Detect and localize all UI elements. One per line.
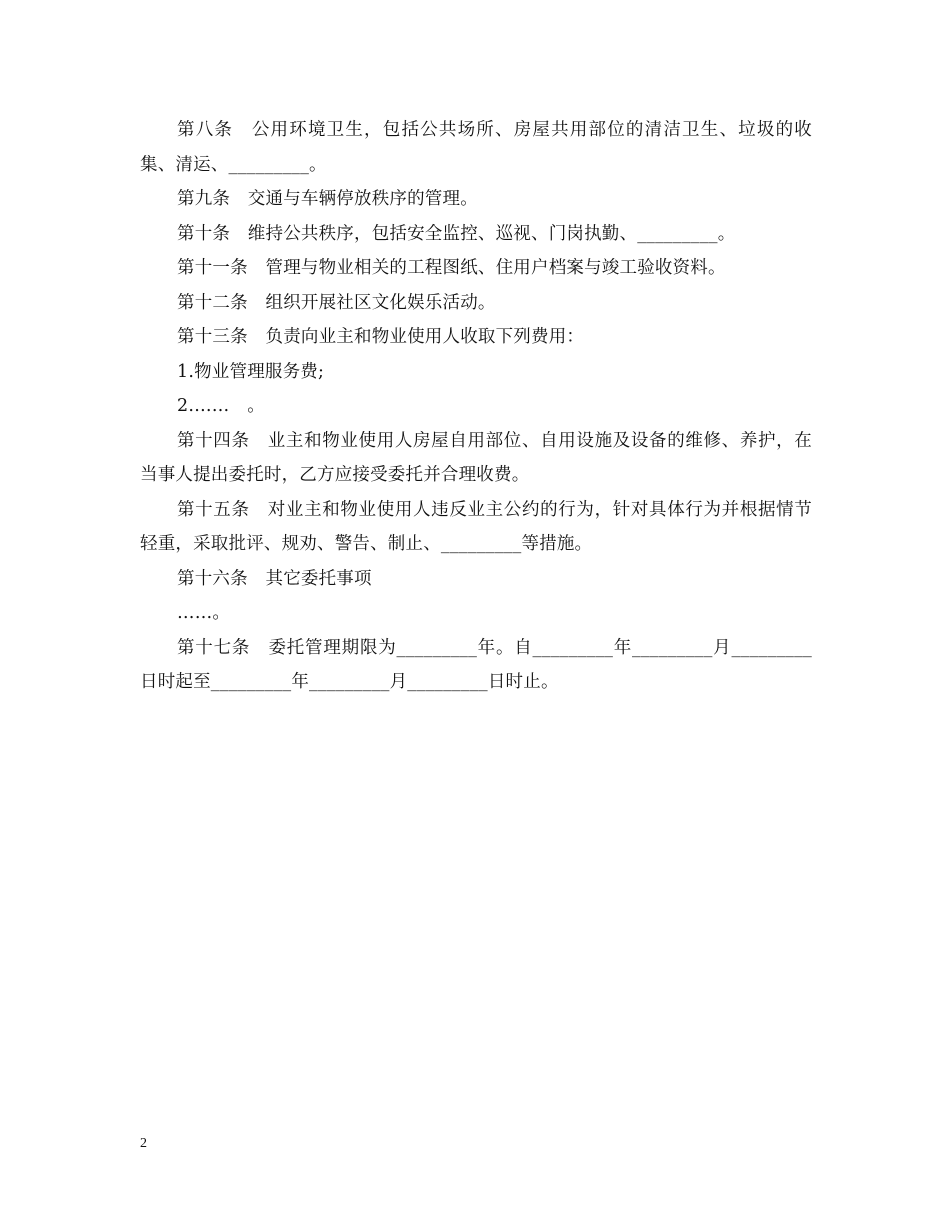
article-12: 第十二条 组织开展社区文化娱乐活动。	[177, 292, 496, 313]
article-11: 第十一条 管理与物业相关的工程图纸、住用户档案与竣工验收资料。	[177, 258, 726, 278]
article-16: 第十六条 其它委托事项	[177, 568, 372, 589]
article-9: 第九条 交通与车辆停放秩序的管理。	[177, 189, 478, 209]
article-16-ellipsis: ……。	[177, 603, 231, 623]
page-number: 2	[140, 1136, 147, 1151]
document-body	[140, 113, 812, 700]
article-13: 第十三条 负责向业主和物业使用人收取下列费用：	[177, 327, 585, 347]
article-14: 第十四条 业主和物业使用人房屋自用部位、自用设施及设备的维修、养护，在当事人提出委托时，乙方应接受委托并合理收费。	[140, 430, 812, 485]
article-17: 第十七条 委托管理期限为_________年。自_________年_________月_________日时起至_________年_________月_________日时止。	[140, 637, 812, 692]
article-8: 第八条 公用环境卫生，包括公共场所、房屋共用部位的清洁卫生、垃圾的收集、清运、_________。	[140, 120, 812, 175]
article-10: 第十条 维持公共秩序，包括安全监控、巡视、门岗执勤、_________。	[177, 223, 736, 244]
article-13-item-1: 1.物业管理服务费;	[177, 361, 325, 382]
article-15: 第十五条 对业主和物业使用人违反业主公约的行为，针对具体行为并根据情节轻重，采取批评、规劝、警告、制止、_________等措施。	[140, 499, 812, 554]
article-13-item-2: 2.…… 。	[177, 396, 265, 416]
